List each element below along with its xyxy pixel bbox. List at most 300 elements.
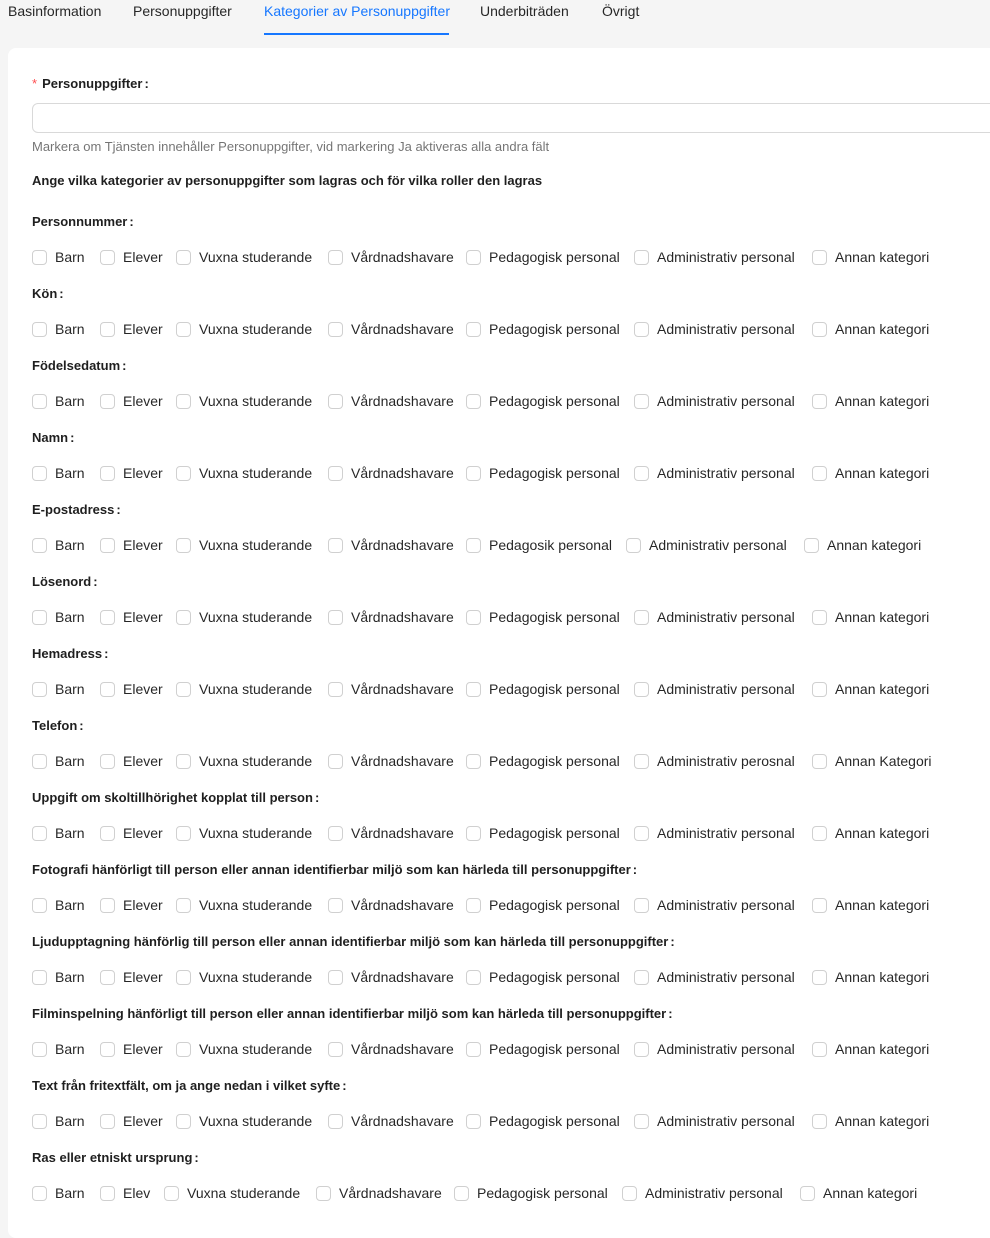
checkbox-label: Annan kategori: [835, 897, 930, 913]
role-checkbox[interactable]: [812, 680, 929, 698]
checkbox-box[interactable]: [622, 1186, 637, 1201]
label-colon: :: [116, 502, 121, 517]
checkbox-label: Annan kategori: [835, 1041, 930, 1057]
role-checkbox[interactable]: [32, 392, 85, 410]
checkbox-label: Administrativ personal: [645, 1185, 783, 1201]
checkbox-box[interactable]: [100, 322, 115, 337]
checkbox-box[interactable]: [316, 1186, 331, 1201]
checkbox-box[interactable]: [466, 970, 481, 985]
group-label: [32, 790, 319, 805]
checkbox-label: Annan kategori: [835, 1113, 930, 1129]
checkbox-label: Elever: [123, 825, 163, 841]
checkbox-label: Vuxna studerande: [199, 825, 313, 841]
role-checkbox[interactable]: [466, 968, 620, 986]
checkbox-box[interactable]: [812, 826, 827, 841]
role-checkbox[interactable]: [454, 1184, 608, 1202]
group-label: [32, 286, 64, 301]
checkbox-label: Pedagosik personal: [489, 537, 612, 553]
checkbox-box[interactable]: [466, 538, 481, 553]
checkbox-label: Barn: [55, 753, 85, 769]
checkbox-label: Pedagogisk personal: [489, 969, 620, 985]
checkbox-box[interactable]: [176, 1042, 191, 1057]
checkbox-label: Annan kategori: [835, 465, 930, 481]
role-checkbox[interactable]: [100, 680, 163, 698]
label-colon: :: [129, 214, 134, 229]
checkbox-box[interactable]: [328, 682, 343, 697]
checkbox-label: Elever: [123, 969, 163, 985]
checkbox-box[interactable]: [176, 1114, 191, 1129]
role-checkbox[interactable]: [176, 464, 312, 482]
checkbox-label: Pedagogisk personal: [489, 249, 620, 265]
role-checkbox[interactable]: [634, 824, 795, 842]
tab-ovrigt[interactable]: Övrigt: [602, 3, 640, 19]
role-checkbox[interactable]: [176, 680, 312, 698]
checkbox-box[interactable]: [176, 250, 191, 265]
instruction-text: Ange vilka kategorier av personuppgifter som lagras och för vilka roller den lagras: [32, 173, 543, 188]
checkbox-label: Vuxna studerande: [199, 1113, 313, 1129]
required-mark: *: [32, 76, 38, 91]
checkbox-box[interactable]: [328, 322, 343, 337]
checkbox-label: Pedagogisk personal: [489, 1041, 620, 1057]
role-checkbox[interactable]: [328, 752, 454, 770]
checkbox-label: Elever: [123, 1041, 163, 1057]
group-label-text: Fotografi hänförligt till person eller annan identifierbar miljö som kan härleda till personuppgifter: [32, 862, 631, 877]
group-label: [32, 502, 121, 517]
checkbox-label: Vårdnadshavare: [351, 1113, 454, 1129]
active-tab-indicator: [264, 33, 449, 35]
role-checkbox[interactable]: [316, 1184, 442, 1202]
role-checkbox[interactable]: [466, 248, 620, 266]
checkbox-label: Vuxna studerande: [187, 1185, 301, 1201]
role-checkbox[interactable]: [466, 824, 620, 842]
checkbox-label: Pedagogisk personal: [489, 321, 620, 337]
role-checkbox[interactable]: [176, 392, 312, 410]
checkbox-box[interactable]: [328, 1042, 343, 1057]
role-checkbox[interactable]: [100, 536, 163, 554]
checkbox-label: Annan kategori: [835, 249, 930, 265]
role-checkbox[interactable]: [634, 968, 795, 986]
checkbox-label: Elever: [123, 753, 163, 769]
checkbox-box[interactable]: [32, 610, 47, 625]
label-colon: :: [122, 358, 127, 373]
role-checkbox[interactable]: [328, 680, 454, 698]
checkbox-box[interactable]: [176, 754, 191, 769]
group-label-text: Lösenord: [32, 574, 92, 589]
checkbox-label: Barn: [55, 393, 85, 409]
checkbox-label: Vårdnadshavare: [351, 465, 454, 481]
checkbox-label: Pedagogisk personal: [489, 465, 620, 481]
role-checkbox[interactable]: [812, 392, 929, 410]
checkbox-box[interactable]: [328, 1114, 343, 1129]
checkbox-box[interactable]: [812, 754, 827, 769]
checkbox-box[interactable]: [164, 1186, 179, 1201]
group-label: [32, 1006, 673, 1021]
role-checkbox[interactable]: [100, 1184, 150, 1202]
group-label-text: Filminspelning hänförligt till person eller annan identifierbar miljö som kan härleda till personuppgifter: [32, 1006, 667, 1021]
checkbox-label: Elever: [123, 249, 163, 265]
checkbox-box[interactable]: [100, 970, 115, 985]
role-checkbox[interactable]: [812, 320, 929, 338]
role-checkbox[interactable]: [32, 1112, 85, 1130]
role-checkbox[interactable]: [804, 536, 921, 554]
checkbox-label: Pedagogisk personal: [489, 753, 620, 769]
tab-kategorier-av-personuppgifter[interactable]: Kategorier av Personuppgifter: [264, 3, 450, 19]
checkbox-box[interactable]: [634, 322, 649, 337]
checkbox-box[interactable]: [100, 1114, 115, 1129]
checkbox-box[interactable]: [328, 826, 343, 841]
checkbox-box[interactable]: [634, 610, 649, 625]
checkbox-box[interactable]: [32, 538, 47, 553]
checkbox-box[interactable]: [100, 826, 115, 841]
checkbox-box[interactable]: [32, 1042, 47, 1057]
role-checkbox[interactable]: [634, 608, 795, 626]
role-checkbox[interactable]: [328, 248, 454, 266]
role-checkbox[interactable]: [626, 536, 787, 554]
label-colon: :: [342, 1078, 347, 1093]
role-checkbox[interactable]: [812, 248, 929, 266]
role-checkbox[interactable]: [32, 464, 85, 482]
role-checkbox[interactable]: [100, 896, 163, 914]
role-checkbox[interactable]: [176, 320, 312, 338]
role-checkbox[interactable]: [466, 680, 620, 698]
checkbox-box[interactable]: [800, 1186, 815, 1201]
role-checkbox[interactable]: [328, 536, 454, 554]
checkbox-label: Pedagogisk personal: [489, 609, 620, 625]
role-checkbox[interactable]: [32, 536, 85, 554]
group-label: [32, 718, 84, 733]
checkbox-label: Vuxna studerande: [199, 1041, 313, 1057]
role-checkbox[interactable]: [176, 824, 312, 842]
role-checkbox[interactable]: [634, 320, 795, 338]
checkbox-box[interactable]: [32, 466, 47, 481]
role-checkbox[interactable]: [634, 752, 795, 770]
checkbox-box[interactable]: [812, 250, 827, 265]
checkbox-box[interactable]: [634, 682, 649, 697]
group-label: [32, 934, 675, 949]
checkbox-box[interactable]: [812, 394, 827, 409]
checkbox-label: Annan kategori: [835, 681, 930, 697]
checkbox-box[interactable]: [100, 466, 115, 481]
checkbox-box[interactable]: [634, 1114, 649, 1129]
checkbox-box[interactable]: [812, 682, 827, 697]
checkbox-label: Vuxna studerande: [199, 969, 313, 985]
checkbox-box[interactable]: [32, 826, 47, 841]
role-checkbox[interactable]: [812, 1112, 929, 1130]
role-checkbox[interactable]: [328, 608, 454, 626]
role-checkbox[interactable]: [100, 248, 163, 266]
checkbox-box[interactable]: [328, 754, 343, 769]
role-checkbox[interactable]: [634, 896, 795, 914]
role-checkbox[interactable]: [812, 1040, 929, 1058]
checkbox-box[interactable]: [454, 1186, 469, 1201]
checkbox-box[interactable]: [466, 754, 481, 769]
checkbox-box[interactable]: [466, 466, 481, 481]
checkbox-box[interactable]: [32, 898, 47, 913]
role-checkbox[interactable]: [466, 392, 620, 410]
role-checkbox[interactable]: [100, 320, 163, 338]
role-checkbox[interactable]: [100, 824, 163, 842]
checkbox-box[interactable]: [32, 1114, 47, 1129]
checkbox-box[interactable]: [812, 610, 827, 625]
role-checkbox[interactable]: [100, 968, 163, 986]
label-colon: :: [668, 1006, 673, 1021]
checkbox-label: Vårdnadshavare: [351, 537, 454, 553]
checkbox-box[interactable]: [812, 1042, 827, 1057]
checkbox-label: Administrativ personal: [657, 969, 795, 985]
group-label: [32, 574, 98, 589]
role-checkbox[interactable]: [328, 968, 454, 986]
role-checkbox[interactable]: [32, 320, 85, 338]
checkbox-label: Vuxna studerande: [199, 753, 313, 769]
role-checkbox[interactable]: [812, 968, 929, 986]
checkbox-box[interactable]: [328, 970, 343, 985]
checkbox-box[interactable]: [328, 538, 343, 553]
role-checkbox[interactable]: [176, 608, 312, 626]
checkbox-box[interactable]: [812, 322, 827, 337]
label-colon: :: [93, 574, 98, 589]
role-checkbox[interactable]: [328, 1112, 454, 1130]
role-checkbox[interactable]: [32, 1184, 85, 1202]
checkbox-box[interactable]: [634, 250, 649, 265]
checkbox-box[interactable]: [176, 538, 191, 553]
checkbox-box[interactable]: [176, 394, 191, 409]
checkbox-box[interactable]: [176, 682, 191, 697]
role-checkbox[interactable]: [328, 464, 454, 482]
role-checkbox[interactable]: [634, 392, 795, 410]
checkbox-box[interactable]: [466, 610, 481, 625]
checkbox-box[interactable]: [634, 898, 649, 913]
checkbox-box[interactable]: [328, 898, 343, 913]
role-checkbox[interactable]: [176, 896, 312, 914]
label-colon: :: [70, 430, 75, 445]
checkbox-box[interactable]: [634, 1042, 649, 1057]
checkbox-box[interactable]: [100, 754, 115, 769]
checkbox-box[interactable]: [100, 610, 115, 625]
checkbox-box[interactable]: [176, 466, 191, 481]
label-colon: :: [194, 1150, 199, 1165]
checkbox-box[interactable]: [32, 754, 47, 769]
checkbox-box[interactable]: [176, 322, 191, 337]
role-checkbox[interactable]: [100, 1040, 163, 1058]
role-checkbox[interactable]: [176, 1040, 312, 1058]
group-label: [32, 358, 126, 373]
role-checkbox[interactable]: [32, 896, 85, 914]
role-checkbox[interactable]: [164, 1184, 300, 1202]
checkbox-box[interactable]: [812, 1114, 827, 1129]
checkbox-box[interactable]: [466, 682, 481, 697]
role-checkbox[interactable]: [800, 1184, 917, 1202]
checkbox-box[interactable]: [32, 682, 47, 697]
checkbox-label: Annan kategori: [835, 969, 930, 985]
checkbox-label: Vårdnadshavare: [351, 609, 454, 625]
role-checkbox[interactable]: [812, 896, 929, 914]
checkbox-box[interactable]: [328, 466, 343, 481]
role-checkbox[interactable]: [466, 752, 620, 770]
role-checkbox[interactable]: [328, 392, 454, 410]
role-checkbox[interactable]: [466, 536, 612, 554]
checkbox-label: Administrativ personal: [649, 537, 787, 553]
checkbox-label: Barn: [55, 897, 85, 913]
checkbox-box[interactable]: [328, 394, 343, 409]
role-checkbox[interactable]: [634, 248, 795, 266]
checkbox-box[interactable]: [466, 322, 481, 337]
checkbox-box[interactable]: [100, 898, 115, 913]
role-checkbox[interactable]: [32, 680, 85, 698]
group-label-text: Telefon: [32, 718, 78, 733]
role-checkbox[interactable]: [812, 752, 932, 770]
checkbox-box[interactable]: [176, 826, 191, 841]
role-checkbox[interactable]: [634, 464, 795, 482]
role-checkbox[interactable]: [812, 608, 929, 626]
checkbox-label: Barn: [55, 969, 85, 985]
label-colon: :: [59, 286, 64, 301]
role-checkbox[interactable]: [466, 1112, 620, 1130]
group-label: [32, 430, 74, 445]
checkbox-label: Vårdnadshavare: [351, 753, 454, 769]
role-checkbox[interactable]: [100, 464, 163, 482]
checkbox-box[interactable]: [100, 1186, 115, 1201]
group-label-text: Uppgift om skoltillhörighet kopplat till person: [32, 790, 313, 805]
label-colon: :: [79, 718, 84, 733]
checkbox-box[interactable]: [32, 970, 47, 985]
checkbox-box[interactable]: [634, 466, 649, 481]
role-checkbox[interactable]: [100, 392, 163, 410]
checkbox-box[interactable]: [100, 538, 115, 553]
personuppgifter-label-text: Personuppgifter: [42, 76, 143, 91]
checkbox-box[interactable]: [32, 394, 47, 409]
checkbox-label: Vårdnadshavare: [351, 1041, 454, 1057]
role-checkbox[interactable]: [466, 1040, 620, 1058]
role-checkbox[interactable]: [328, 896, 454, 914]
role-checkbox[interactable]: [32, 1040, 85, 1058]
role-checkbox[interactable]: [634, 1040, 795, 1058]
checkbox-label: Administrativ personal: [657, 393, 795, 409]
help-text: Markera om Tjänsten innehåller Personuppgifter, vid markering Ja aktiveras alla andra fält: [32, 139, 550, 154]
role-checkbox[interactable]: [176, 536, 312, 554]
checkbox-box[interactable]: [634, 394, 649, 409]
checkbox-box[interactable]: [32, 1186, 47, 1201]
checkbox-box[interactable]: [466, 1114, 481, 1129]
role-checkbox[interactable]: [812, 824, 929, 842]
checkbox-label: Administrativ personal: [657, 897, 795, 913]
role-checkbox[interactable]: [328, 824, 454, 842]
checkbox-box[interactable]: [328, 610, 343, 625]
checkbox-label: Barn: [55, 321, 85, 337]
tab-underbitraden[interactable]: Underbiträden: [480, 3, 569, 19]
role-checkbox[interactable]: [32, 752, 85, 770]
checkbox-box[interactable]: [328, 250, 343, 265]
role-checkbox[interactable]: [100, 752, 163, 770]
checkbox-box[interactable]: [812, 898, 827, 913]
role-checkbox[interactable]: [32, 824, 85, 842]
role-checkbox[interactable]: [466, 320, 620, 338]
role-checkbox[interactable]: [176, 248, 312, 266]
checkbox-box[interactable]: [466, 826, 481, 841]
checkbox-box[interactable]: [634, 826, 649, 841]
checkbox-label: Annan kategori: [835, 825, 930, 841]
group-label: [32, 862, 637, 877]
personuppgifter-label: [32, 76, 149, 91]
checkbox-box[interactable]: [176, 898, 191, 913]
role-checkbox[interactable]: [328, 320, 454, 338]
tab-basinformation[interactable]: Basinformation: [8, 3, 102, 19]
role-checkbox[interactable]: [100, 1112, 163, 1130]
role-checkbox[interactable]: [634, 1112, 795, 1130]
role-checkbox[interactable]: [466, 464, 620, 482]
group-label-text: Personnummer: [32, 214, 128, 229]
checkbox-box[interactable]: [804, 538, 819, 553]
checkbox-label: Pedagogisk personal: [489, 681, 620, 697]
checkbox-box[interactable]: [100, 394, 115, 409]
checkbox-box[interactable]: [32, 250, 47, 265]
checkbox-box[interactable]: [100, 682, 115, 697]
role-checkbox[interactable]: [812, 464, 929, 482]
personuppgifter-input[interactable]: [32, 103, 990, 133]
checkbox-label: Elever: [123, 393, 163, 409]
checkbox-label: Elev: [123, 1185, 151, 1201]
checkbox-label: Administrativ personal: [657, 681, 795, 697]
checkbox-box[interactable]: [100, 250, 115, 265]
group-label-text: Ras eller etniskt ursprung: [32, 1150, 193, 1165]
checkbox-box[interactable]: [812, 970, 827, 985]
group-label: [32, 214, 134, 229]
role-checkbox[interactable]: [176, 752, 312, 770]
checkbox-box[interactable]: [812, 466, 827, 481]
checkbox-box[interactable]: [466, 1042, 481, 1057]
checkbox-label: Vuxna studerande: [199, 249, 313, 265]
checkbox-box[interactable]: [634, 970, 649, 985]
checkbox-box[interactable]: [176, 610, 191, 625]
checkbox-box[interactable]: [100, 1042, 115, 1057]
checkbox-box[interactable]: [634, 754, 649, 769]
role-checkbox[interactable]: [32, 608, 85, 626]
checkbox-label: Vuxna studerande: [199, 465, 313, 481]
checkbox-label: Vuxna studerande: [199, 609, 313, 625]
role-checkbox[interactable]: [622, 1184, 783, 1202]
checkbox-box[interactable]: [466, 394, 481, 409]
role-checkbox[interactable]: [176, 968, 312, 986]
tab-personuppgifter[interactable]: Personuppgifter: [133, 3, 232, 19]
checkbox-box[interactable]: [176, 970, 191, 985]
checkbox-box[interactable]: [466, 250, 481, 265]
checkbox-box[interactable]: [32, 322, 47, 337]
checkbox-label: Barn: [55, 609, 85, 625]
checkbox-label: Vårdnadshavare: [351, 681, 454, 697]
label-colon: :: [104, 646, 109, 661]
checkbox-label: Administrativ personal: [657, 825, 795, 841]
role-checkbox[interactable]: [328, 1040, 454, 1058]
group-label: [32, 1150, 199, 1165]
checkbox-label: Barn: [55, 537, 85, 553]
role-checkbox[interactable]: [100, 608, 163, 626]
role-checkbox[interactable]: [466, 896, 620, 914]
checkbox-label: Barn: [55, 1185, 85, 1201]
label-colon: :: [144, 76, 149, 91]
checkbox-box[interactable]: [626, 538, 641, 553]
role-checkbox[interactable]: [466, 608, 620, 626]
group-label-text: E-postadress: [32, 502, 115, 517]
checkbox-label: Pedagogisk personal: [489, 825, 620, 841]
group-label: [32, 646, 108, 661]
role-checkbox[interactable]: [32, 968, 85, 986]
checkbox-label: Vårdnadshavare: [351, 825, 454, 841]
role-checkbox[interactable]: [176, 1112, 312, 1130]
checkbox-label: Pedagogisk personal: [489, 897, 620, 913]
role-checkbox[interactable]: [634, 680, 795, 698]
checkbox-box[interactable]: [466, 898, 481, 913]
group-label-text: Ljudupptagning hänförlig till person eller annan identifierbar miljö som kan härleda till personuppgifter: [32, 934, 669, 949]
role-checkbox[interactable]: [32, 248, 85, 266]
